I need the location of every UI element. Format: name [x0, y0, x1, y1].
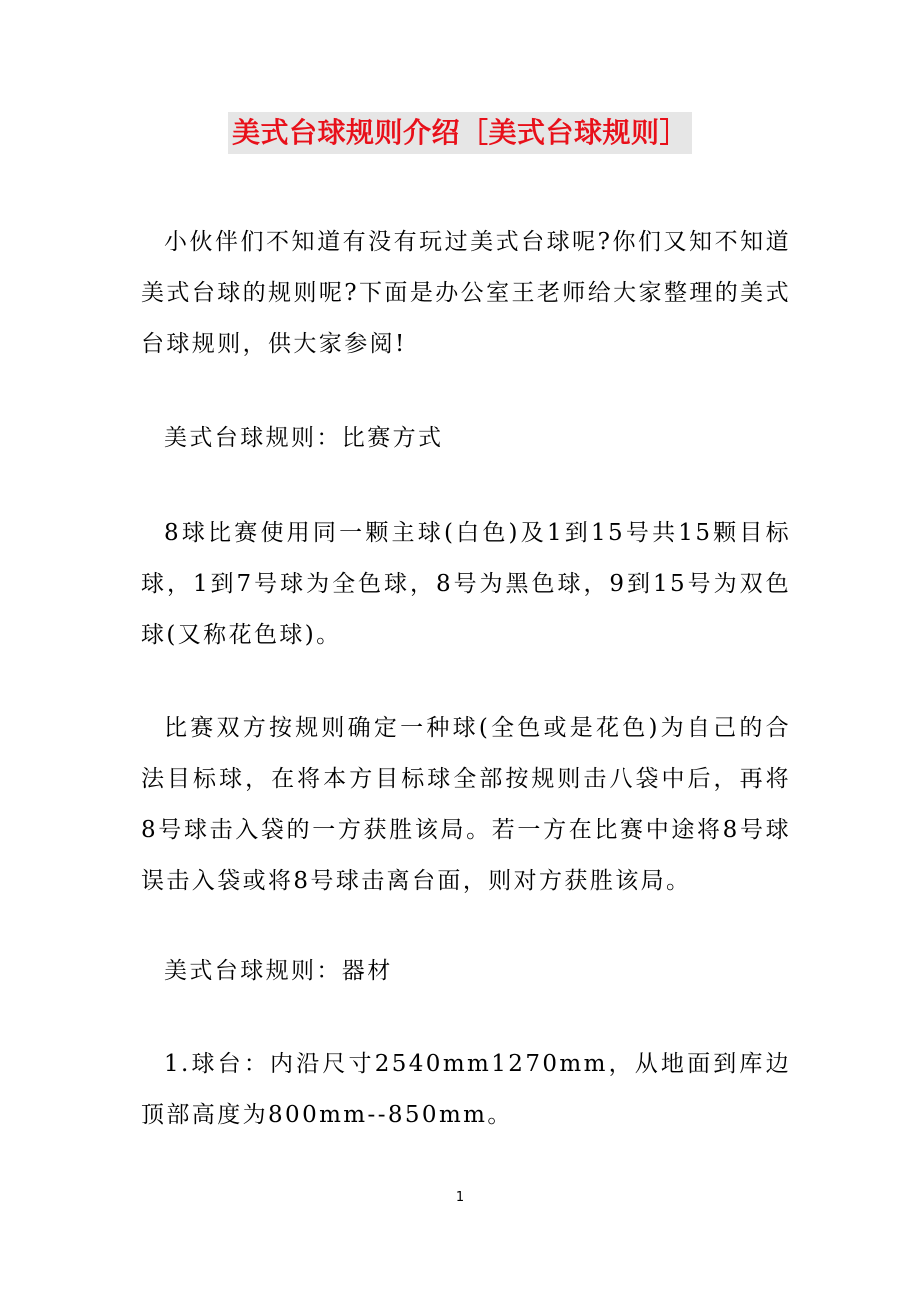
table-spec-paragraph: 1.球台：内沿尺寸2540mm1270mm，从地面到库边顶部高度为800mm--850mm。: [141, 1051, 791, 1128]
document-title: 美式台球规则介绍［美式台球规则］: [228, 112, 692, 154]
page-number: 1: [455, 1190, 465, 1205]
balls-paragraph: 8球比赛使用同一颗主球(白色)及1到15号共15颗目标球，1到7号球为全色球，8号为黑色球，9到15号为双色球(又称花色球)。: [141, 520, 791, 648]
rules-paragraph: 比赛双方按规则确定一种球(全色或是花色)为自己的合法目标球，在将本方目标球全部按规则击八袋中后，再将8号球击入袋的一方获胜该局。若一方在比赛中途将8号球误击入袋或将8号球击离台面，则对方获胜该局。: [141, 715, 791, 894]
intro-paragraph: 小伙伴们不知道有没有玩过美式台球呢?你们又知不知道美式台球的规则呢?下面是办公室王老师给大家整理的美式台球规则，供大家参阅!: [141, 229, 791, 357]
section-heading-equipment: 美式台球规则：器材: [164, 958, 393, 984]
title-container: [0, 112, 920, 154]
section-heading-format: 美式台球规则：比赛方式: [164, 425, 444, 451]
